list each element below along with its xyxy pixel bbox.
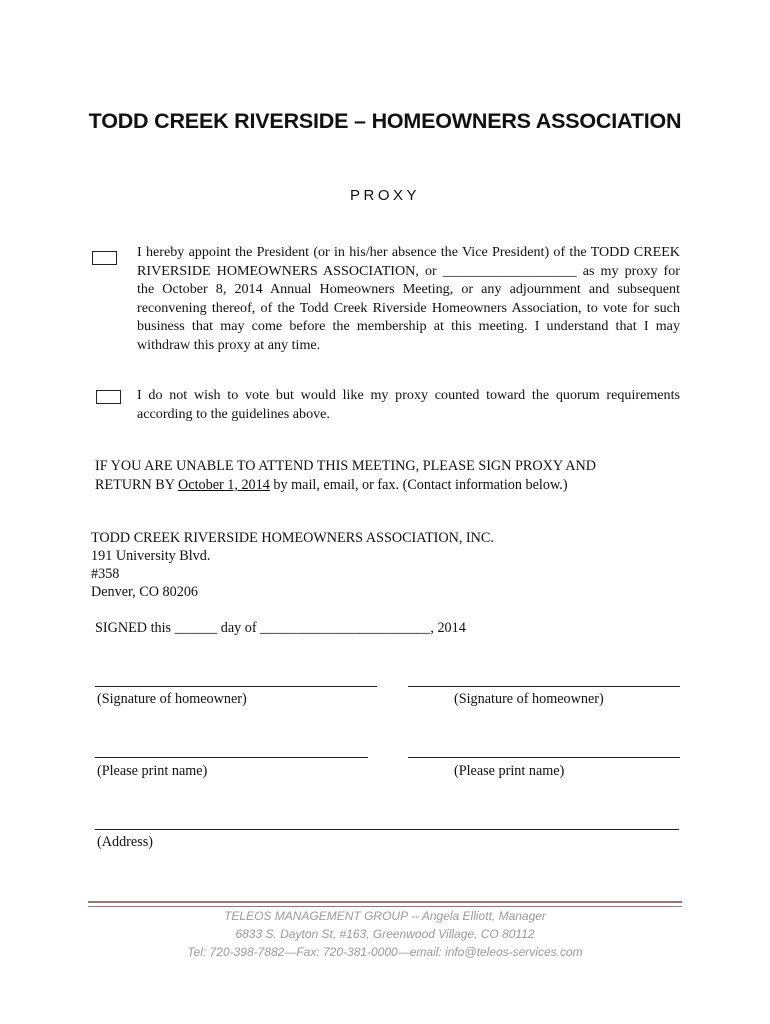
signature-line-left[interactable]: [95, 686, 377, 687]
quorum-only-text: I do not wish to vote but would like my proxy counted toward the quorum requirements according to the guidelines above.: [137, 387, 680, 422]
association-city: Denver, CO 80206: [91, 584, 199, 600]
notice-line-2: [95, 475, 568, 495]
quorum-only-checkbox[interactable]: [96, 390, 121, 404]
signed-date-line: SIGNED this ______ day of ________________________, 2014: [95, 620, 466, 636]
notice-line-1: IF YOU ARE UNABLE TO ATTEND THIS MEETING, PLEASE SIGN PROXY AND: [95, 458, 597, 474]
signature-label-left: (Signature of homeowner): [97, 691, 247, 707]
print-name-label-left: (Please print name): [97, 763, 208, 779]
appoint-proxy-text: I hereby appoint the President (or in his/her absence the Vice President) of the TODD CREEK RIVERSIDE HOMEOWNERS ASSOCIATION, or ___________________ as my proxy for the October 8, 2014 Annual Homeowners Meeting, or any adjournment and subsequent reconvening thereof, of the Todd Creek Riverside Homeowners Association, to vote for such business that may come before the membership at this meeting. I understand that I may withdraw this proxy at any time.: [137, 244, 680, 353]
association-unit: #358: [91, 566, 120, 582]
association-street: 191 University Blvd.: [91, 548, 211, 564]
notice-return-method: by mail, email, or fax. (Contact information below.): [269, 477, 568, 493]
footer-divider-thick: [88, 901, 682, 903]
footer-contact: Tel: 720-398-7882—Fax: 720-381-0000—email: info@teleos-services.com: [187, 945, 583, 959]
signature-label-right: (Signature of homeowner): [454, 691, 604, 707]
appoint-proxy-checkbox[interactable]: [92, 251, 117, 265]
footer-divider-thin: [88, 906, 682, 907]
print-name-line-right[interactable]: [408, 757, 680, 758]
return-by-date: October 1, 2014: [178, 477, 270, 493]
document-subtitle: PROXY: [349, 187, 420, 204]
address-line[interactable]: [95, 829, 679, 830]
notice-return-by: RETURN BY: [95, 477, 179, 493]
address-label: (Address): [97, 834, 153, 850]
footer-address: 6833 S. Dayton St, #163, Greenwood Village, CO 80112: [235, 927, 535, 941]
print-name-label-right: (Please print name): [454, 763, 565, 779]
footer-company: TELEOS MANAGEMENT GROUP -- Angela Elliott, Manager: [224, 909, 546, 923]
signature-line-right[interactable]: [408, 686, 680, 687]
association-name: TODD CREEK RIVERSIDE HOMEOWNERS ASSOCIATION, INC.: [91, 530, 494, 546]
print-name-line-left[interactable]: [95, 757, 368, 758]
document-title: TODD CREEK RIVERSIDE – HOMEOWNERS ASSOCIATION: [88, 109, 682, 133]
